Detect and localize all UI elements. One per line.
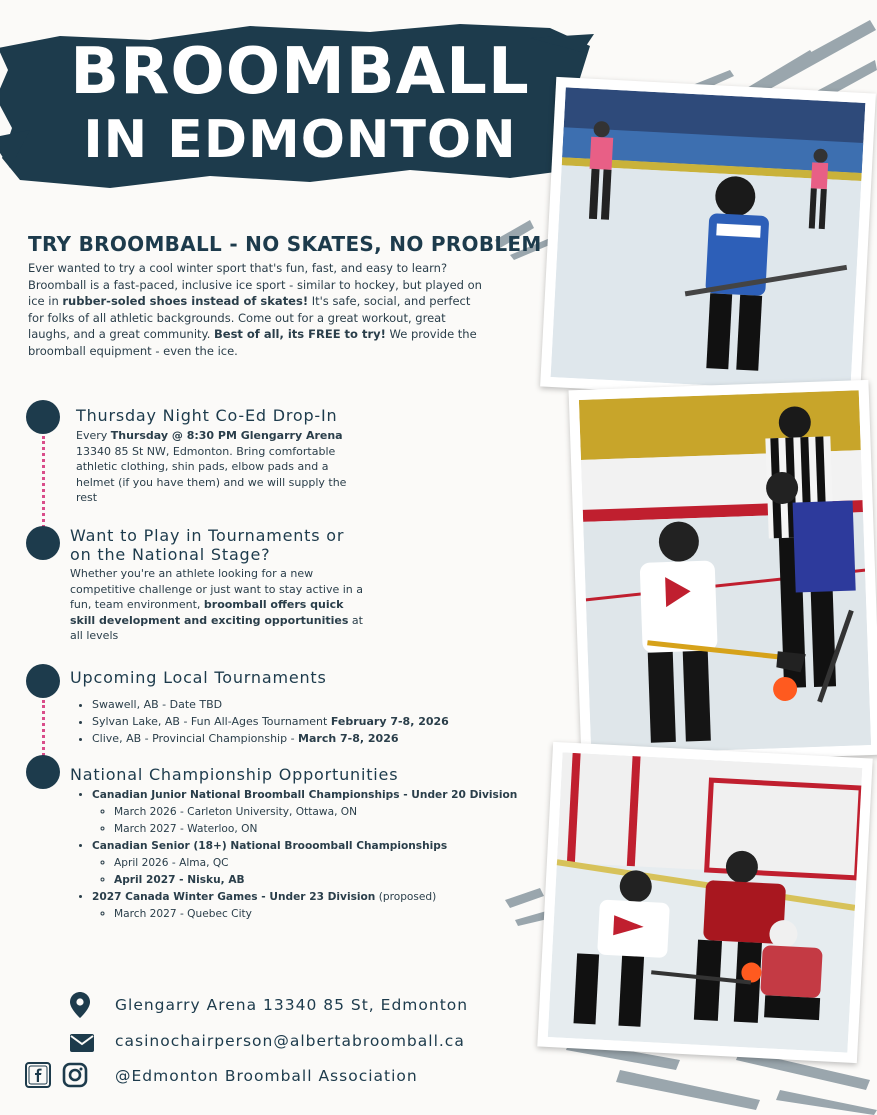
intro-heading: TRY BROOMBALL - NO SKATES, NO PROBLEM bbox=[28, 232, 542, 256]
dropin-text: Every Thursday @ 8:30 PM Glengarry Arena 13340 85 St NW, Edmonton. Bring comfortable athletic clothing, shin pads, elbow pads and a helmet (if you have them) and we will supply the rest bbox=[76, 429, 347, 504]
list-item: • Canadian Junior National Broomball Championships - Under 20 Division ◦ March 2026 - Carleton University, Ottawa, ON ◦ March 2027 - Waterloo, ON bbox=[92, 787, 612, 838]
list-item: ◦ April 2026 - Alma, QC bbox=[114, 855, 612, 872]
timeline-dot-3 bbox=[26, 664, 60, 698]
photo-players-at-net bbox=[537, 742, 873, 1063]
timeline-dotted-line bbox=[42, 700, 45, 756]
contact-address: Glengarry Arena 13340 85 St, Edmonton bbox=[115, 996, 469, 1014]
title-line-2: IN EDMONTON bbox=[83, 110, 517, 170]
photo-faceoff-referee bbox=[569, 380, 877, 765]
photo-player-blue-jersey bbox=[540, 77, 876, 403]
national-list bbox=[70, 787, 612, 923]
contact-social[interactable]: @Edmonton Broomball Association bbox=[115, 1067, 418, 1085]
title-line-1: BROOMBALL bbox=[70, 35, 530, 109]
list-item: • 2027 Canada Winter Games - Under 23 Division (proposed) ◦ March 2027 - Quebec City bbox=[92, 889, 612, 923]
list-item: ◦ March 2027 - Quebec City bbox=[114, 906, 612, 923]
list-item: • Clive, AB - Provincial Championship - March 7-8, 2026 bbox=[92, 730, 532, 747]
page-title bbox=[0, 35, 600, 170]
local-tournaments-heading: Upcoming Local Tournaments bbox=[70, 668, 327, 687]
local-tournaments-list bbox=[70, 696, 532, 747]
list-item: • Sylvan Lake, AB - Fun All-Ages Tournament February 7-8, 2026 bbox=[92, 713, 532, 730]
list-item: ◦ March 2027 - Waterloo, ON bbox=[114, 821, 612, 838]
timeline-dotted-line bbox=[42, 436, 45, 528]
list-item: • Canadian Senior (18+) National Brooomball Championships ◦ April 2026 - Alma, QC ◦ April 2027 - Nisku, AB bbox=[92, 838, 612, 889]
facebook-icon[interactable] bbox=[25, 1062, 51, 1088]
timeline-dot-2 bbox=[26, 526, 60, 560]
timeline-dot-1 bbox=[26, 400, 60, 434]
national-heading: National Championship Opportunities bbox=[70, 765, 399, 784]
list-item: ◦ April 2027 - Nisku, AB bbox=[114, 872, 612, 889]
instagram-icon[interactable] bbox=[62, 1062, 88, 1088]
tournaments-heading: Want to Play in Tournaments or on the National Stage? bbox=[70, 526, 345, 564]
tournaments-text: Whether you're an athlete looking for a new competitive challenge or just want to stay active in a fun, team environment, broomball offers quick skill development and exciting opportunities at all levels bbox=[70, 567, 363, 642]
list-item: ◦ March 2026 - Carleton University, Ottawa, ON bbox=[114, 804, 612, 821]
location-pin-icon bbox=[70, 992, 90, 1018]
intro-paragraph: Ever wanted to try a cool winter sport that's fun, fast, and easy to learn? Broomball is a fast-paced, inclusive ice sport - similar to hockey, but played on ice in rubber-soled shoes instead of skates! It's safe, social, and perfect for folks of all athletic backgrounds. Come out for a great workout, great laughs, and a great community. Best of all, its FREE to try! We provide the broomball equipment - even the ice. bbox=[28, 261, 482, 358]
contact-email[interactable]: casinochairperson@albertabroomball.ca bbox=[115, 1032, 465, 1050]
list-item: • Swawell, AB - Date TBD bbox=[92, 696, 532, 713]
timeline-dot-4 bbox=[26, 755, 60, 789]
email-icon bbox=[70, 1034, 94, 1052]
dropin-heading: Thursday Night Co-Ed Drop-In bbox=[76, 406, 338, 425]
